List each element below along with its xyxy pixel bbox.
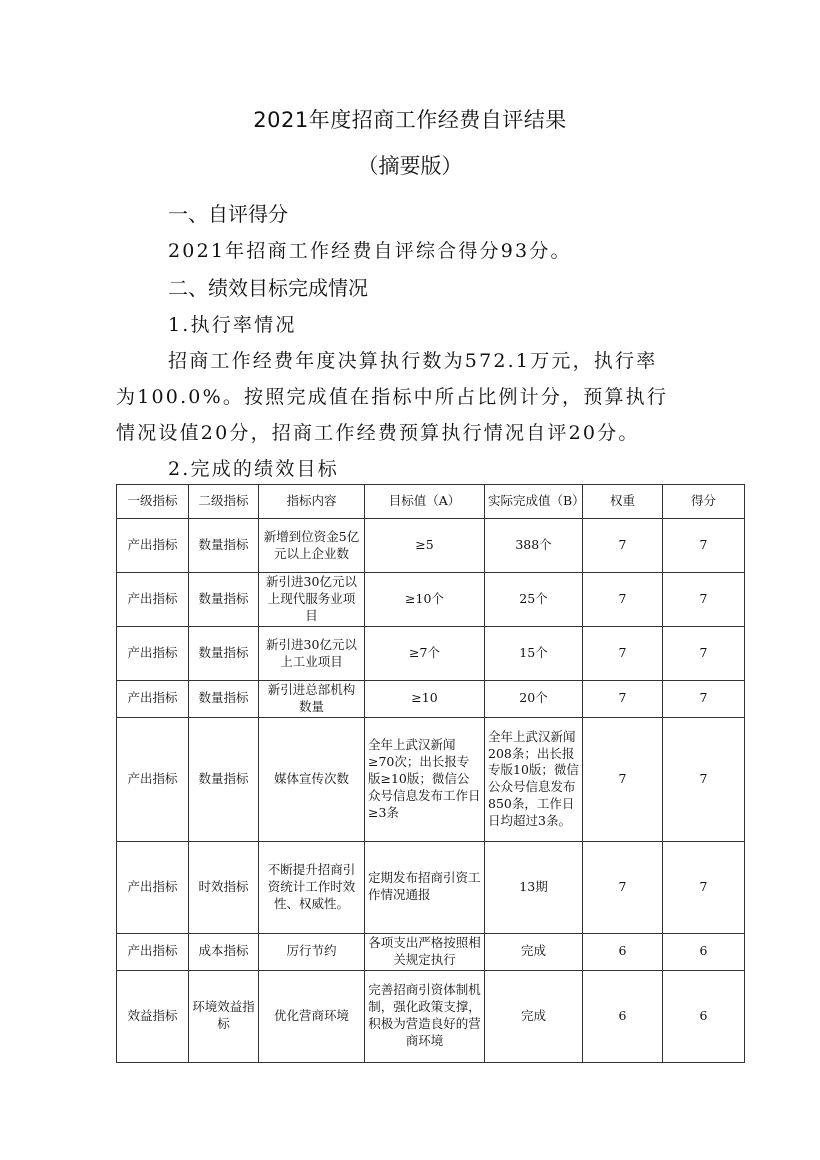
table-row [117,970,745,1062]
table-header-cell: 指标内容 [259,485,365,519]
table-header-cell: 权重 [583,485,663,519]
table-cell: 7 [583,627,663,681]
table-cell: 新引进30亿元以上工业项目 [259,627,365,681]
paragraph-line-3: 情况设值20分，招商工作经费预算执行情况自评20分。 [116,422,640,444]
table-cell: 效益指标 [117,970,189,1062]
table-cell: 不断提升招商引资统计工作时效性、权威性。 [259,841,365,933]
section1-heading: 一、自评得分 [168,202,288,226]
table-cell: 优化营商环境 [259,970,365,1062]
subheading-performance-goals: 2.完成的绩效目标 [168,458,339,480]
paragraph-line-1: 招商工作经费年度决算执行数为572.1万元，执行率 [168,350,658,372]
table-cell: 7 [663,519,745,573]
table-header-cell: 一级指标 [117,485,189,519]
table-cell: 产出指标 [117,841,189,933]
subheading-execution-rate: 1.执行率情况 [168,314,297,336]
table-cell: 数量指标 [189,627,259,681]
table-cell: 15个 [485,627,583,681]
table-cell: ≥10 [365,681,485,718]
table-cell: 产出指标 [117,519,189,573]
document-subtitle: （摘要版） [357,154,463,178]
table-cell: 各项支出严格按照相关规定执行 [365,933,485,970]
table-cell: 数量指标 [189,519,259,573]
table-cell: 6 [583,970,663,1062]
table-cell: 完善招商引资体制机制，强化政策支撑，积极为营造良好的营商环境 [365,970,485,1062]
table-cell: 7 [663,841,745,933]
table-cell: 7 [663,573,745,627]
table-cell: ≥7个 [365,627,485,681]
table-cell: 全年上武汉新闻≥70次；出长报专版≥10版；微信公众号信息发布工作日≥3条 [365,717,485,841]
paragraph-line-2: 为100.0%。按照完成值在指标中所占比例计分，预算执行 [116,386,669,408]
table-cell: 6 [663,970,745,1062]
table-cell: 产出指标 [117,717,189,841]
table-header-cell: 二级指标 [189,485,259,519]
table-cell: 7 [663,717,745,841]
table-row [117,681,745,718]
document-title: 2021年度招商工作经费自评结果 [253,108,567,132]
table-cell: 20个 [485,681,583,718]
table-header-row [117,485,745,519]
table-row [117,519,745,573]
table-row [117,573,745,627]
table-cell: 产出指标 [117,627,189,681]
table-cell: 13期 [485,841,583,933]
table-header-cell: 实际完成值（B） [485,485,583,519]
table-cell: 7 [583,717,663,841]
table-cell: 数量指标 [189,681,259,718]
table-cell: 6 [663,933,745,970]
table-cell: ≥10个 [365,573,485,627]
table-row [117,717,745,841]
table-cell: 7 [583,681,663,718]
table-cell: 新引进30亿元以上现代服务业项目 [259,573,365,627]
table-cell: 全年上武汉新闻208条；出长报专版10版；微信公众号信息发布850条，工作日日均超过3条。 [485,717,583,841]
table-cell: 新引进总部机构数量 [259,681,365,718]
table-cell: 新增到位资金5亿元以上企业数 [259,519,365,573]
table-cell: 媒体宣传次数 [259,717,365,841]
table-cell: 成本指标 [189,933,259,970]
table-cell: ≥5 [365,519,485,573]
table-cell: 环境效益指标 [189,970,259,1062]
table-cell: 25个 [485,573,583,627]
table-cell: 产出指标 [117,573,189,627]
table-row [117,841,745,933]
table-cell: 7 [583,841,663,933]
table-cell: 数量指标 [189,573,259,627]
table-cell: 7 [583,519,663,573]
table-cell: 388个 [485,519,583,573]
table-header-cell: 目标值（A） [365,485,485,519]
table-cell: 完成 [485,933,583,970]
table-header-cell: 得分 [663,485,745,519]
table-cell: 产出指标 [117,681,189,718]
table-row [117,627,745,681]
table-cell: 7 [663,627,745,681]
table-cell: 时效指标 [189,841,259,933]
table-cell: 产出指标 [117,933,189,970]
table-cell: 厉行节约 [259,933,365,970]
table-cell: 7 [583,573,663,627]
performance-table [116,484,745,1063]
table-cell: 数量指标 [189,717,259,841]
section2-heading: 二、绩效目标完成情况 [168,276,368,300]
table-cell: 完成 [485,970,583,1062]
table-cell: 6 [583,933,663,970]
table-cell: 7 [663,681,745,718]
table-row [117,933,745,970]
table-cell: 定期发布招商引资工作情况通报 [365,841,485,933]
section1-text: 2021年招商工作经费自评综合得分93分。 [168,240,572,262]
